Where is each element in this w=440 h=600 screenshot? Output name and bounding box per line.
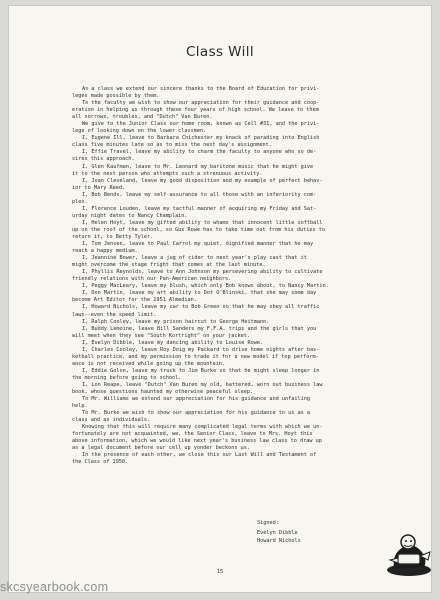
will-paragraph — [72, 255, 417, 269]
will-paragraph — [72, 206, 417, 220]
text-line: To Mr. Burke we wish to show our appreciation for his guidance to us as a — [82, 410, 310, 417]
text-line: I, Bob Bends, leave my self-assurance to all those with an inferiority com- — [82, 191, 317, 198]
text-line: as a legal document before our cell up yonder beckons us. — [72, 445, 251, 452]
text-line: friendly relations with our Pan-American neighbors. — [72, 276, 232, 283]
will-paragraph — [72, 304, 417, 318]
text-line: above information, which we would like next year's business law class to draw up — [72, 438, 322, 445]
text-line: class and as individuals. — [72, 417, 151, 424]
text-line: I, Buddy Lemoine, leave Bill Sanders my F.F.A. trips and the girls that you — [82, 325, 317, 332]
will-paragraph — [72, 241, 417, 255]
will-paragraph — [72, 382, 417, 396]
text-line: ior to Mary Reed. — [72, 184, 126, 191]
will-paragraph — [72, 121, 417, 135]
text-line: I, Eddie Golon, leave my truck to Jim Burke so that he might sleep longer in — [82, 367, 320, 374]
will-paragraph — [72, 220, 417, 241]
text-line: I, Tom Jensen, leave to Paul Carrol my quiet, dignified manner that he may — [82, 241, 314, 248]
site-watermark: skcsyearbook.com — [0, 580, 109, 594]
text-line: plex. — [72, 198, 88, 205]
signer-name: Evelyn Dibble — [257, 530, 298, 537]
text-line: I, Helen Hoyt, leave my gifted ability to whams that innocent little softball — [82, 219, 323, 226]
will-paragraph — [72, 424, 417, 452]
will-paragraph — [72, 326, 417, 340]
text-line: might overcome the stage fright that comes at the last minute. — [72, 262, 266, 269]
text-line: book, whose questions haunted my otherwise peaceful sleep. — [72, 389, 254, 396]
will-paragraph — [72, 347, 417, 368]
text-line: the morning before going to school. — [72, 374, 182, 381]
will-paragraph — [72, 149, 417, 163]
text-line: I, Joan Cleveland, leave my good disposition and my example of perfect behav- — [82, 177, 323, 184]
text-line: all sorrows, troubles, and "Dutch" Van Buren. — [72, 114, 213, 121]
text-line: ance is not received while going up the mountain. — [72, 360, 226, 367]
text-line: I, Phyllis Reynolds, leave to Ann Johnson my persevering ability to cultivate — [82, 269, 323, 276]
text-line: lege of looking down on the lower classmen. — [72, 128, 207, 135]
text-line: the Class of 1950. — [72, 459, 129, 466]
text-line: help. — [72, 403, 88, 410]
text-line: I, Jeannine Bower, leave a jug of cider to next year's play cast that it — [82, 255, 307, 262]
text-line: I, Eugene Ill, leave to Barbara Chichester my knack of parading into English — [82, 135, 320, 142]
text-line: eration in helping us through these four years of high school. We leave to them — [72, 107, 319, 114]
text-line: I, Charles Cooley, leave Roy Doig my Packard to drive home nights after bas- — [82, 346, 320, 353]
yearbook-page — [9, 6, 431, 592]
text-line: In the presence of each other, we close this our Last Will and Testament of — [82, 452, 317, 459]
will-paragraph — [72, 178, 417, 192]
will-paragraph — [72, 164, 417, 178]
text-line: sires this approach. — [72, 156, 135, 163]
text-line: reach a happy medium. — [72, 248, 138, 255]
will-paragraph — [72, 396, 417, 410]
text-line: become Art Editor for the 1951 Almedian. — [72, 297, 197, 304]
text-line: will meet when they see "South Kortright" on your jacket. — [72, 332, 251, 339]
will-paragraph — [72, 319, 417, 326]
text-line: I, Evelyn Dibble, leave my dancing ability to Louise Rowe. — [82, 339, 264, 346]
page-title: Class Will — [185, 44, 255, 60]
text-line: I, Howard Nichols, leave my car to Bob Green so that he may obey all traffic — [82, 304, 320, 311]
text-line: I, Lon Reape, leave "Dutch" Van Buren my old, battered, worn out business law — [82, 381, 323, 388]
text-line: laws--even the speed limit. — [72, 311, 157, 318]
text-line: urday night dates to Nancy Champlain. — [72, 212, 188, 219]
signature-block — [257, 520, 301, 545]
text-line: up on the roof of the school, so Gus Rowe has to take time out from his duties to — [72, 226, 325, 233]
will-paragraph — [72, 86, 417, 100]
text-line: I, Effie Travel, leave my ability to charm the faculty to anyone who so de- — [82, 149, 317, 156]
page-number: 15 — [216, 569, 224, 575]
text-line: Knowing that this will require many complicated legal terms with which we un- — [82, 424, 323, 431]
text-line: class five minutes late so as to miss the next day's assignment. — [72, 142, 272, 149]
text-line: fortunately are not acquainted, we, the Senior Class, leave to Mrs. Hoyt this — [72, 431, 313, 438]
text-line: I, Peggy MacLeary, leave my blush, which only Bob knows about, to Nancy Martin. — [82, 283, 329, 290]
will-paragraph — [72, 368, 417, 382]
text-line: To Mr. Williams we extend our appreciation for his guidance and unfailing — [82, 396, 310, 403]
text-line: it to the next person who attempts such a strenuous activity. — [72, 170, 263, 177]
will-paragraph — [72, 269, 417, 283]
will-paragraph — [72, 410, 417, 424]
text-line: I, Don Martin, leave my art ability to Dot O'Blinski, that she may some day — [82, 290, 317, 297]
will-paragraph — [72, 283, 417, 290]
text-line: return it, to Betty Tyler. — [72, 233, 154, 240]
text-line: As a class we extend our sincere thanks to the Board of Education for privi- — [82, 86, 320, 92]
text-line: I, Florence Louden, leave my tactful manner of acquiring my Friday and Sat- — [82, 205, 317, 212]
signed-label: Signed: — [257, 520, 279, 526]
text-line: ketball practice, and my permission to trade it for a new model if top perform- — [72, 353, 319, 360]
will-paragraph — [72, 135, 417, 149]
will-paragraph — [72, 452, 417, 466]
text-line: leges made possible by them. — [72, 93, 160, 100]
text-line: I, Glen Kaufman, leave to Mr. Leonard my baritone music that he might give — [82, 163, 314, 170]
text-line: To the faculty we wish to show our appreciation for their guidance and coop- — [82, 100, 320, 107]
text-line: We give to the Junior Class our home room, known as Cell #31, and the privi- — [82, 121, 320, 128]
will-paragraph — [72, 100, 417, 121]
text-line: I, Ralph Cooley, leave my prison haircut to George Heitmann. — [82, 318, 270, 325]
will-paragraph — [72, 290, 417, 304]
will-paragraph — [72, 192, 417, 206]
will-text — [72, 86, 417, 467]
will-paragraph — [72, 340, 417, 347]
signer-name: Howard Nichols — [257, 537, 301, 544]
